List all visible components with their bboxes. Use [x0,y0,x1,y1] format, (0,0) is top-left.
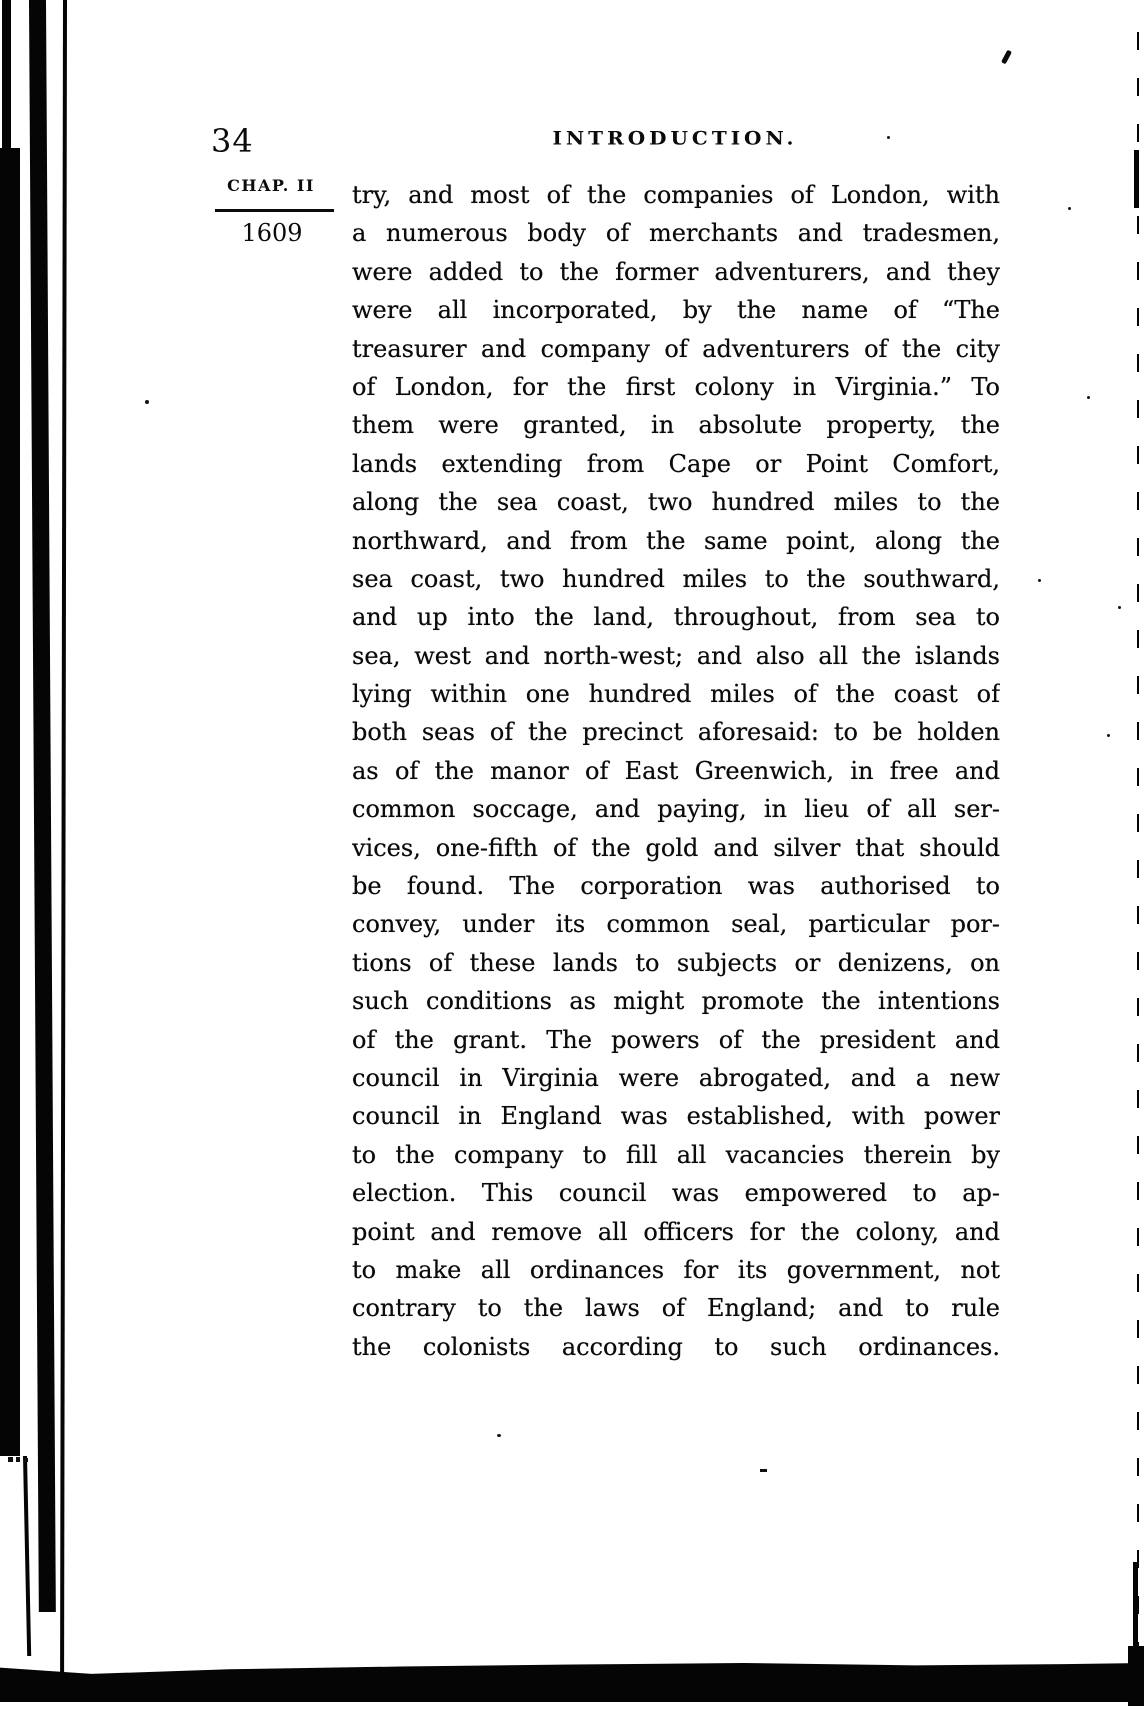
scan-gutter-bar-inner [29,0,56,1612]
scan-speck [1118,606,1121,609]
running-header: INTRODUCTION. [552,126,798,150]
text-line: a numerous body of merchants and tradesmen, [352,219,1000,248]
text-line: and up into the land, throughout, from sea to [352,603,1000,632]
text-line: be found. The corporation was authorised to [352,872,1000,901]
text-line: council in England was established, with power [352,1102,1000,1131]
text-line: lying within one hundred miles of the coast of [352,680,1000,709]
text-line: sea coast, two hundred miles to the southward, [352,564,1000,593]
margin-note-year: 1609 [241,219,303,247]
text-line: the colonists according to such ordinances. [352,1332,1000,1361]
text-line: common soccage, and paying, in lieu of all ser- [352,795,1000,824]
text-line: tions of these lands to subjects or denizens, on [352,948,1000,977]
scan-speck [8,1457,13,1462]
text-line: such conditions as might promote the intentions [352,987,1000,1016]
margin-note-rule [215,209,334,212]
text-line: point and remove all officers for the colony, and [352,1217,1000,1246]
scan-speck [497,1434,501,1437]
text-line: to make all ordinances for its government, not [352,1255,1000,1284]
scan-gutter-line [60,0,67,1698]
scan-speck-tick [1001,50,1012,65]
scan-speck [145,400,149,404]
page-number: 34 [211,122,254,160]
text-line: to the company to fill all vacancies therein by [352,1140,1000,1169]
text-line: treasurer and company of adventurers of the city [352,334,1000,363]
text-line: council in Virginia were abrogated, and a new [352,1063,1000,1092]
scan-speck [1107,734,1110,737]
scan-speck [1087,396,1090,399]
text-line: of the grant. The powers of the president and [352,1025,1000,1054]
text-line: convey, under its common seal, particular por- [352,910,1000,939]
text-line: along the sea coast, two hundred miles to the [352,488,1000,517]
scan-right-edge-blob [1134,150,1139,208]
scan-speck [760,1469,767,1472]
scan-speck [1068,207,1071,210]
scan-gutter-bar-outer-tail [23,1456,31,1656]
text-line: of London, for the first colony in Virginia.” To [352,372,1000,401]
text-line: as of the manor of East Greenwich, in free and [352,756,1000,785]
scan-gutter-bar-outer [0,148,20,1456]
text-line: try, and most of the companies of London, with [352,181,1000,209]
text-line: both seas of the precinct aforesaid: to be holden [352,718,1000,747]
scan-speck [16,1457,20,1462]
body-text-block [352,176,1000,1366]
scan-gutter-bar-outer-top [2,0,11,152]
scan-speck [887,136,890,139]
text-line: them were granted, in absolute property, the [352,411,1000,440]
scan-bottom-band [0,1663,1144,1702]
text-line: sea, west and north-west; and also all the islands [352,641,1000,670]
margin-note-chapter: CHAP. II [227,176,315,195]
scan-right-edge-line [1137,32,1139,1656]
text-line: were all incorporated, by the name of “The [352,296,1000,325]
text-line: vices, one-fifth of the gold and silver that should [352,833,1000,862]
scan-right-edge-blob [1133,1562,1138,1658]
text-line: were added to the former adventurers, and they [352,257,1000,286]
text-line: election. This council was empowered to ap- [352,1179,1000,1208]
text-line: contrary to the laws of England; and to rule [352,1294,1000,1323]
text-line: northward, and from the same point, along the [352,526,1000,555]
scan-speck [24,1458,28,1462]
scan-speck [1038,579,1041,582]
text-line: lands extending from Cape or Point Comfort, [352,449,1000,478]
